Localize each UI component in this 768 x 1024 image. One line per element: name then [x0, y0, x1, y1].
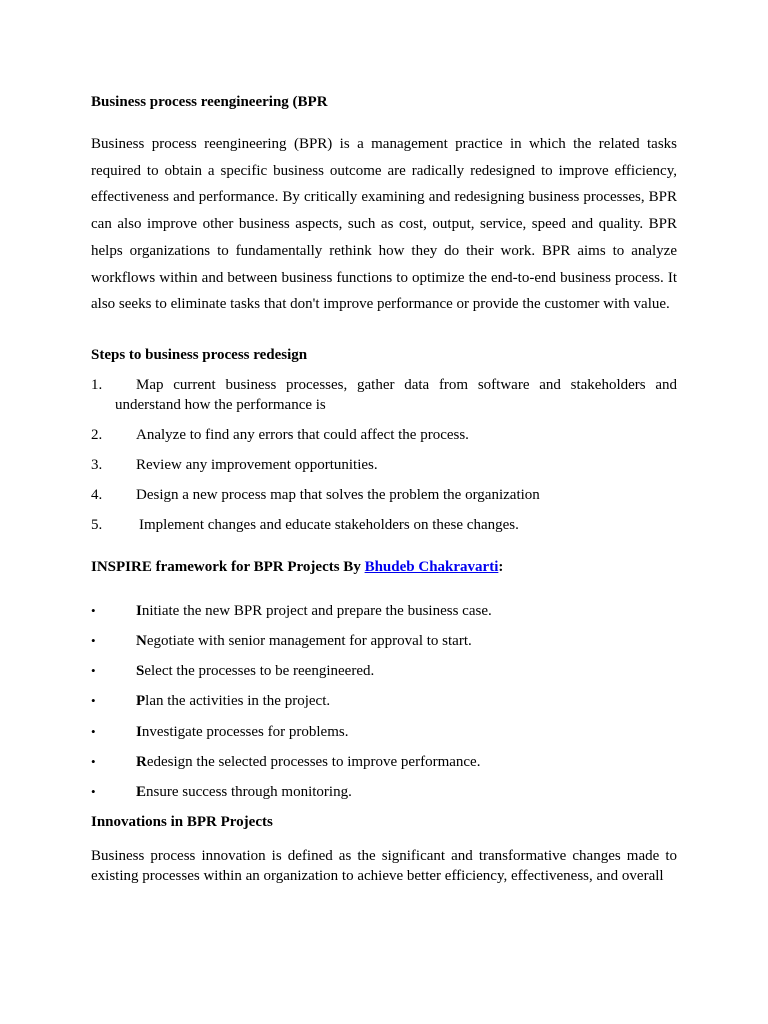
innovations-heading: Innovations in BPR Projects	[91, 814, 273, 831]
inspire-heading-prefix: INSPIRE framework for BPR Projects By	[91, 558, 365, 575]
bpr-paragraph: Business process reengineering (BPR) is a management practice in which the related tasks required to obtain a specific business outcome are radically redesigned to improve efficiency, effectiveness and performance. By critically examining and redesigning business processes, BPR can also improve other business aspects, such as cost, output, service, speed and quality. BPR helps organizations to fundamentally rethink how they do their work. BPR aims to analyze workflows within and between business functions to optimize the end-to-end business process. It also seeks to eliminate tasks that don't improve performance or provide the customer with value.	[91, 136, 677, 313]
steps-list	[91, 375, 677, 535]
list-item	[91, 515, 677, 535]
list-item	[91, 752, 677, 772]
step-number: 3.	[91, 456, 103, 473]
innovations-paragraph: Business process innovation is defined as the significant and transformative changes made to existing processes within an organization to achieve better efficiency, effectiveness, and overall	[91, 848, 677, 885]
initial-letter: R	[136, 753, 147, 770]
bullet-icon: •	[91, 723, 96, 739]
initial-letter: N	[136, 633, 147, 650]
list-item	[91, 631, 677, 651]
document-content	[91, 92, 677, 886]
list-item	[91, 722, 677, 742]
step-text: Design a new process map that solves the problem the organization	[136, 486, 540, 503]
list-item	[91, 691, 677, 711]
item-text: nsure success through monitoring.	[146, 784, 352, 801]
list-item	[91, 661, 677, 681]
inspire-list	[91, 601, 677, 802]
author-link[interactable]: Bhudeb Chakravarti	[364, 558, 499, 575]
bullet-icon: •	[91, 784, 96, 800]
bullet-icon: •	[91, 663, 96, 679]
initial-letter: E	[136, 784, 147, 801]
item-text: edesign the selected processes to improve performance.	[146, 753, 481, 770]
inspire-heading-suffix: :	[498, 558, 504, 575]
step-number: 4.	[91, 486, 103, 503]
list-item	[91, 375, 677, 415]
bullet-icon: •	[91, 633, 96, 649]
item-text: elect the processes to be reengineered.	[144, 663, 375, 680]
list-item	[91, 485, 677, 505]
initial-letter: S	[136, 663, 145, 680]
item-text: nitiate the new BPR project and prepare the business case.	[141, 602, 492, 619]
inspire-heading	[91, 557, 677, 577]
list-item	[91, 601, 677, 621]
initial-letter: P	[136, 693, 146, 710]
list-item	[91, 425, 677, 445]
step-number: 1.	[91, 376, 103, 393]
list-item	[91, 455, 677, 475]
bullet-icon: •	[91, 753, 96, 769]
step-text: Implement changes and educate stakeholders on these changes.	[139, 516, 519, 533]
step-text: Review any improvement opportunities.	[136, 456, 378, 473]
step-text: Map current business processes, gather data from software and stakeholders and understand how the performance is	[115, 376, 677, 413]
initial-letter: I	[136, 602, 142, 619]
list-item	[91, 782, 677, 802]
initial-letter: I	[136, 723, 142, 740]
step-number: 5.	[91, 516, 103, 533]
step-number: 2.	[91, 426, 103, 443]
step-text: Analyze to find any errors that could affect the process.	[136, 426, 469, 443]
item-text: lan the activities in the project.	[145, 693, 331, 710]
bpr-heading: Business process reengineering (BPR	[91, 94, 328, 110]
item-text: nvestigate processes for problems.	[141, 723, 349, 740]
steps-heading: Steps to business process redesign	[91, 346, 308, 363]
bullet-icon: •	[91, 693, 96, 709]
bullet-icon: •	[91, 602, 96, 618]
item-text: egotiate with senior management for approval to start.	[146, 633, 472, 650]
